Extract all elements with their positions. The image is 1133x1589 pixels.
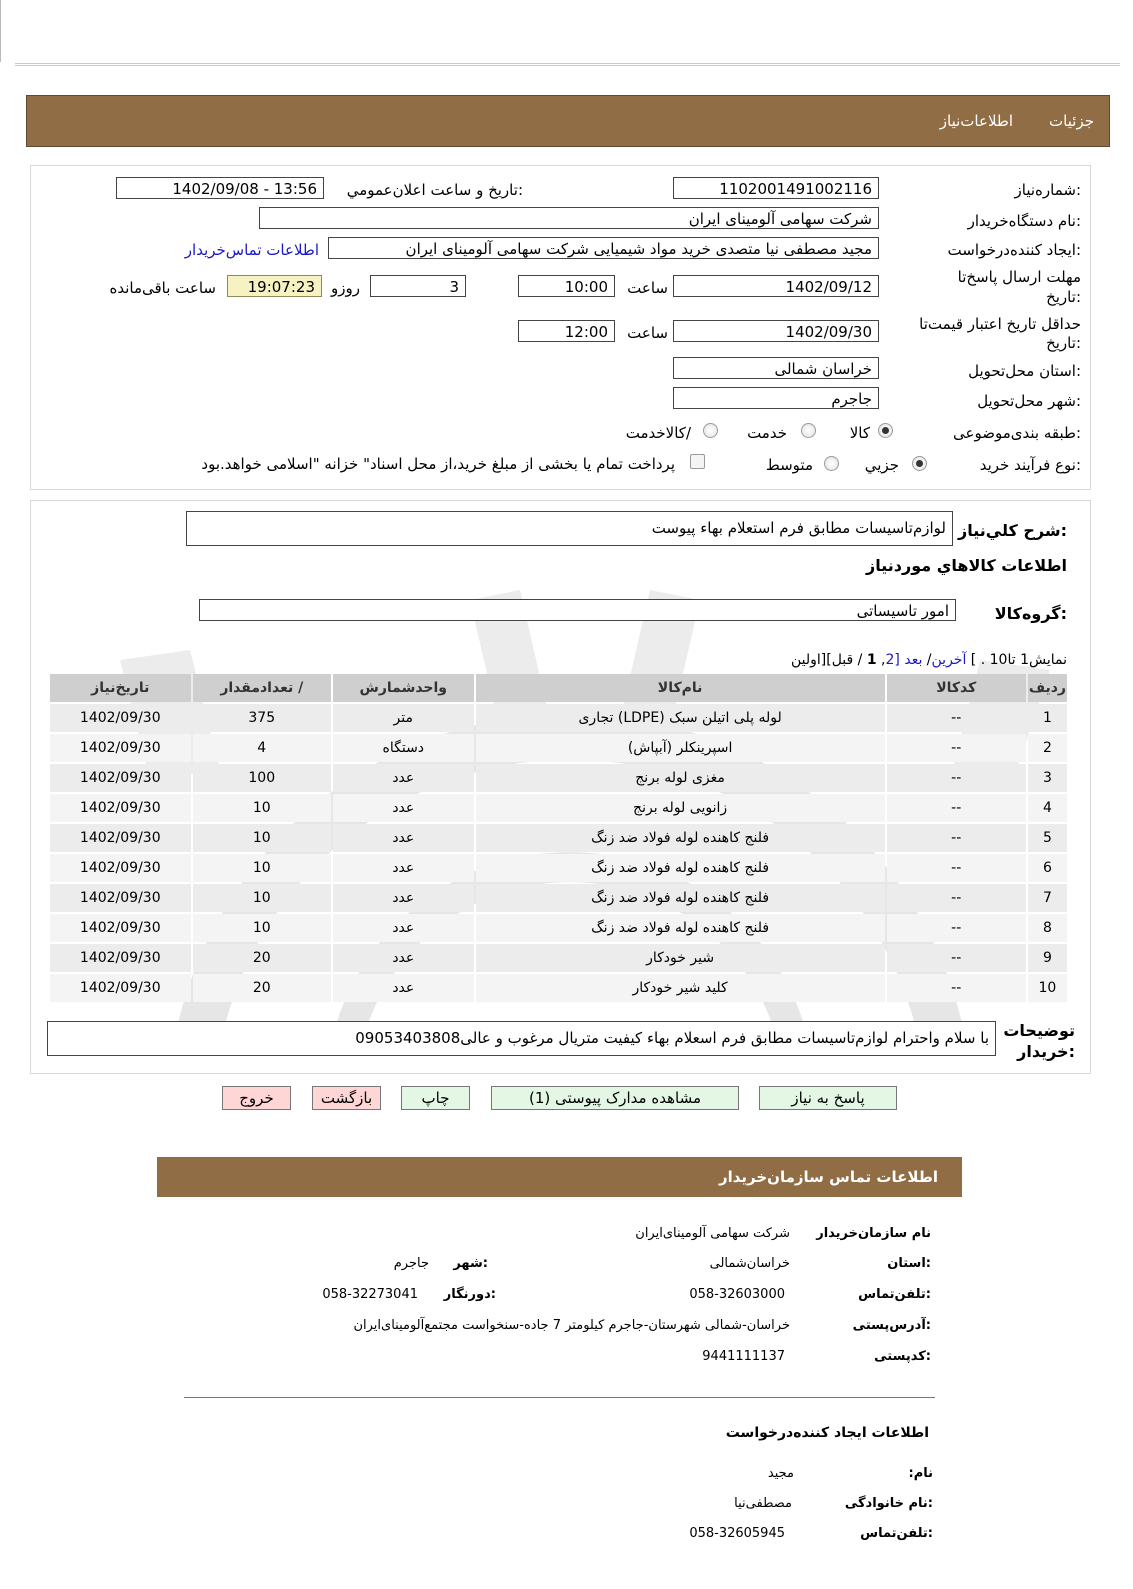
- cell-item-name: زانویی لوله برنج: [476, 794, 885, 822]
- reply-date-field: 1402/09/12: [673, 275, 879, 297]
- col-code-header: کدکالا: [887, 674, 1026, 702]
- buyer-notes-field: با سلام واحترام لوازم‌تاسیسات مطابق فرم اسعلام بهاء کیفیت متریال مرغوب و عالی09053403808: [47, 1021, 996, 1056]
- contact-fax-label: دورنگار:: [443, 1287, 496, 1302]
- contact-postal-value: 9441111137: [702, 1349, 785, 1364]
- category-service-text: خدمت: [747, 424, 787, 442]
- buyer-notes-label-2: خریدار:: [1017, 1042, 1075, 1061]
- goods-table-header: [50, 674, 1067, 702]
- creator-label: ایجاد کننده‌درخواست:: [947, 241, 1081, 259]
- cell-quantity: 375: [193, 704, 331, 732]
- category-goods-text: کالا: [849, 424, 870, 442]
- reply-deadline-label-2: تاریخ:: [1046, 288, 1081, 306]
- cell-unit: عدد: [333, 914, 474, 942]
- creator-name-value: مجید: [767, 1466, 794, 1481]
- creator-phone-value: 058-32605945: [689, 1526, 785, 1541]
- buyer-contact-title: اطلاعات تماس سازمان‌خریدار: [718, 1168, 938, 1186]
- category-goods-service-radio[interactable]: [703, 423, 718, 438]
- pagination-last[interactable]: آخرین: [931, 652, 967, 668]
- cell-need-date: 1402/09/30: [50, 914, 191, 942]
- pagination-page-2[interactable]: [2: [885, 652, 900, 668]
- cell-item-code: --: [887, 884, 1026, 912]
- process-minor-radio[interactable]: [912, 456, 927, 471]
- reply-deadline-label: مهلت ارسال پاسخ‌تا: [957, 268, 1081, 286]
- summary-field: لوازم‌تاسیسات مطابق فرم استعلام بهاء پیوست: [186, 511, 953, 546]
- table-row: [50, 974, 1067, 1002]
- need-number-field: 1102001491002116: [673, 177, 879, 199]
- cell-row-number: 2: [1028, 734, 1067, 762]
- creator-field: مجید مصطفی نیا متصدی خرید مواد شیمیایی شرکت سهامی آلومینای ایران: [328, 237, 879, 259]
- view-attachments-button[interactable]: مشاهده مدارک پیوستی (1): [491, 1086, 739, 1110]
- city-field: جاجرم: [673, 387, 879, 409]
- days-label: روزو: [331, 279, 360, 297]
- contact-divider: [184, 1397, 935, 1398]
- cell-item-name: کلید شیر خودکار: [476, 974, 885, 1002]
- cell-unit: عدد: [333, 944, 474, 972]
- buyer-org-label: نام دستگاه‌خریدار:: [967, 212, 1081, 230]
- treasury-payment-checkbox[interactable]: [690, 454, 705, 469]
- print-button[interactable]: چاپ: [401, 1086, 470, 1110]
- process-medium-text: متوسط: [765, 456, 813, 474]
- cell-item-name: اسپرینکلر (آبپاش): [476, 734, 885, 762]
- table-row: [50, 914, 1067, 942]
- creator-family-value: مصطفی‌نیا: [734, 1496, 792, 1511]
- cell-unit: عدد: [333, 794, 474, 822]
- reply-button[interactable]: پاسخ به نیاز: [759, 1086, 897, 1110]
- contact-address-value: خراسان-شمالی شهرستان-جاجرم کیلومتر 7 جاده-سنخواست مجتمع‌آلومینای‌ایران: [353, 1318, 790, 1333]
- cell-item-code: --: [887, 854, 1026, 882]
- cell-need-date: 1402/09/30: [50, 704, 191, 732]
- top-divider: [15, 63, 1120, 66]
- table-row: [50, 944, 1067, 972]
- announce-field: 1402/09/08 - 13:56: [116, 177, 324, 199]
- tab-need-info[interactable]: اطلاعات‌نیاز: [939, 112, 1013, 130]
- cell-item-name: فلنج کاهنده لوله فولاد ضد زنگ: [476, 914, 885, 942]
- process-medium-radio[interactable]: [824, 456, 839, 471]
- cell-unit: عدد: [333, 824, 474, 852]
- pagination-next[interactable]: بعد: [904, 652, 923, 668]
- buyer-notes-label: توضیحات: [1003, 1021, 1075, 1040]
- group-field: امور تاسیساتی: [199, 599, 956, 621]
- contact-postal-label: کدپستی:: [874, 1349, 931, 1364]
- exit-button[interactable]: خروج: [222, 1086, 291, 1110]
- cell-unit: متر: [333, 704, 474, 732]
- table-row: [50, 704, 1067, 732]
- cell-unit: عدد: [333, 884, 474, 912]
- cell-quantity: 100: [193, 764, 331, 792]
- pagination-sep: /: [926, 652, 932, 668]
- col-date-header: تاریخ‌نیاز: [50, 674, 191, 702]
- contact-fax-value: 058-32273041: [322, 1287, 418, 1302]
- tab-details[interactable]: جزئیات: [1049, 112, 1094, 130]
- pagination-comma: ,: [881, 652, 886, 668]
- days-field: 3: [370, 275, 466, 297]
- creator-name-label: :نام: [908, 1466, 933, 1481]
- cell-row-number: 8: [1028, 914, 1067, 942]
- validity-time-field: 12:00: [518, 320, 615, 342]
- cell-row-number: 9: [1028, 944, 1067, 972]
- contact-phone-value: 058-32603000: [689, 1287, 785, 1302]
- cell-quantity: 10: [193, 854, 331, 882]
- cell-item-name: فلنج کاهنده لوله فولاد ضد زنگ: [476, 824, 885, 852]
- cell-need-date: 1402/09/30: [50, 734, 191, 762]
- goods-table: [48, 672, 1069, 1004]
- table-row: [50, 764, 1067, 792]
- validity-date-field: 1402/09/30: [673, 320, 879, 342]
- cell-quantity: 20: [193, 944, 331, 972]
- buyer-contact-header: [157, 1157, 962, 1197]
- cell-quantity: 10: [193, 884, 331, 912]
- validity-label-2: تاریخ:: [1046, 334, 1081, 352]
- cell-row-number: 7: [1028, 884, 1067, 912]
- col-row-header: ردیف: [1028, 674, 1067, 702]
- contact-city-label: شهر:: [453, 1256, 488, 1271]
- contact-phone-label: تلفن‌تماس:: [858, 1287, 931, 1302]
- cell-unit: عدد: [333, 854, 474, 882]
- cell-unit: عدد: [333, 974, 474, 1002]
- treasury-payment-note: پرداخت تمام یا بخشی از مبلغ خرید،از محل اسناد" خزانه "اسلامی خواهد.بود: [201, 455, 675, 473]
- pagination-prev-first[interactable]: / قبل][اولین: [790, 652, 863, 668]
- cell-quantity: 4: [193, 734, 331, 762]
- table-row: [50, 884, 1067, 912]
- cell-quantity: 20: [193, 974, 331, 1002]
- col-name-header: نام‌کالا: [476, 674, 885, 702]
- cell-unit: دستگاه: [333, 734, 474, 762]
- category-label: طبقه بندی‌موضوعی:: [953, 424, 1081, 442]
- cell-need-date: 1402/09/30: [50, 854, 191, 882]
- cell-unit: عدد: [333, 764, 474, 792]
- table-row: [50, 734, 1067, 762]
- cell-row-number: 1: [1028, 704, 1067, 732]
- cell-item-name: فلنج کاهنده لوله فولاد ضد زنگ: [476, 884, 885, 912]
- back-button[interactable]: بازگشت: [312, 1086, 381, 1110]
- process-minor-text: جزیي: [864, 456, 899, 474]
- cell-need-date: 1402/09/30: [50, 764, 191, 792]
- city-label: شهر محل‌تحویل:: [977, 392, 1081, 410]
- goods-info-title: اطلاعات كالاهاي موردنياز: [866, 556, 1067, 575]
- cell-need-date: 1402/09/30: [50, 794, 191, 822]
- cell-item-code: --: [887, 794, 1026, 822]
- creator-family-label: نام خانوادگی:: [844, 1496, 933, 1511]
- cell-need-date: 1402/09/30: [50, 884, 191, 912]
- process-label: نوع فرآیند خرید:: [979, 456, 1081, 474]
- pagination-current: 1: [866, 652, 877, 668]
- remaining-timer: 19:07:23: [227, 275, 322, 297]
- need-number-label: شماره‌نیاز:: [1014, 181, 1081, 199]
- summary-label: شرح كلي‌نياز:: [958, 521, 1067, 540]
- cell-row-number: 4: [1028, 794, 1067, 822]
- col-quantity-header: / تعدادمقدار: [193, 674, 331, 702]
- province-label: استان محل‌تحویل:: [968, 362, 1081, 380]
- pagination-range: نمایش1 تا10 . ]: [970, 652, 1067, 668]
- col-unit-header: واحدشمارش: [333, 674, 474, 702]
- cell-quantity: 10: [193, 914, 331, 942]
- province-field: خراسان شمالی: [673, 357, 879, 379]
- cell-item-code: --: [887, 824, 1026, 852]
- category-goods-radio[interactable]: [878, 423, 893, 438]
- contact-province-label: استان:: [887, 1256, 931, 1271]
- cell-quantity: 10: [193, 824, 331, 852]
- cell-item-code: --: [887, 764, 1026, 792]
- cell-row-number: 3: [1028, 764, 1067, 792]
- reply-time-label: ساعت: [627, 279, 668, 297]
- announce-label: تاریخ و ساعت اعلان‌عمومي:: [346, 181, 523, 199]
- cell-row-number: 6: [1028, 854, 1067, 882]
- cell-item-code: --: [887, 734, 1026, 762]
- cell-quantity: 10: [193, 794, 331, 822]
- remaining-label: ساعت باقی‌مانده: [109, 279, 216, 297]
- details-header: [26, 95, 1110, 147]
- table-row: [50, 794, 1067, 822]
- pagination: [791, 652, 1067, 668]
- left-edge-line: [0, 0, 1, 62]
- cell-need-date: 1402/09/30: [50, 944, 191, 972]
- contact-city-value: جاجرم: [393, 1256, 429, 1271]
- cell-item-name: فلنج کاهنده لوله فولاد ضد زنگ: [476, 854, 885, 882]
- reply-time-field: 10:00: [518, 275, 615, 297]
- cell-item-code: --: [887, 974, 1026, 1002]
- contact-org-value: شرکت سهامی آلومینای‌ایران: [635, 1226, 790, 1241]
- cell-row-number: 5: [1028, 824, 1067, 852]
- creator-phone-label: تلفن‌تماس:: [860, 1526, 933, 1541]
- cell-item-code: --: [887, 914, 1026, 942]
- group-label: گروه‌کالا:: [994, 604, 1067, 623]
- contact-province-value: خراسان‌شمالی: [709, 1256, 790, 1271]
- cell-need-date: 1402/09/30: [50, 974, 191, 1002]
- cell-need-date: 1402/09/30: [50, 824, 191, 852]
- cell-item-name: لوله پلی اتیلن سبک (LDPE) تجاری: [476, 704, 885, 732]
- category-goods-service-text: کالا‌خدمت/: [625, 424, 691, 442]
- cell-item-name: شیر خودکار: [476, 944, 885, 972]
- buyer-contact-link[interactable]: اطلاعات تماس‌خریدار: [184, 241, 319, 259]
- validity-time-label: ساعت: [627, 324, 668, 342]
- creator-info-title: اطلاعات ایجاد کننده‌درخواست: [725, 1425, 929, 1441]
- contact-address-label: آدرس‌پستی:: [852, 1318, 931, 1333]
- cell-row-number: 10: [1028, 974, 1067, 1002]
- contact-org-label: نام سازمان‌خریدار: [816, 1226, 931, 1241]
- category-service-radio[interactable]: [801, 423, 816, 438]
- validity-label: حداقل تاریخ اعتبار قیمت‌تا: [919, 315, 1081, 333]
- buyer-org-field: شرکت سهامی آلومینای ایران: [259, 207, 879, 229]
- table-row: [50, 824, 1067, 852]
- cell-item-name: مغزی لوله برنج: [476, 764, 885, 792]
- table-row: [50, 854, 1067, 882]
- cell-item-code: --: [887, 704, 1026, 732]
- cell-item-code: --: [887, 944, 1026, 972]
